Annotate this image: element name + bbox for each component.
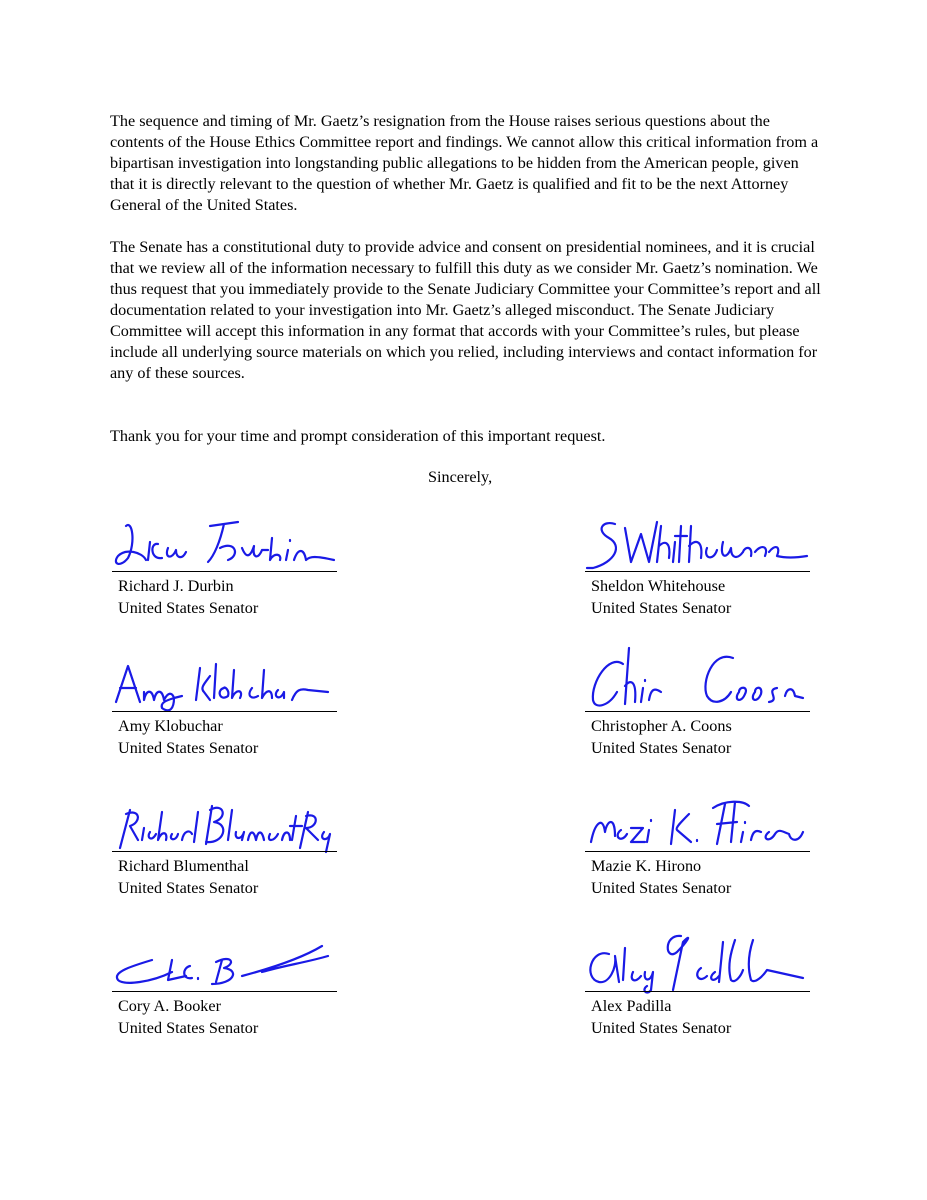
signature-block-klobuchar — [112, 652, 337, 772]
signature-coons — [585, 652, 810, 712]
signature-hirono — [585, 792, 810, 852]
signature-whitehouse — [585, 512, 810, 572]
signature-klobuchar — [112, 652, 337, 712]
signature-block-padilla — [585, 932, 810, 1052]
signature-blumenthal — [112, 792, 337, 852]
signatory-name: Amy Klobuchar — [118, 717, 223, 735]
signature-line — [112, 851, 337, 852]
signatory-name: Richard J. Durbin — [118, 577, 234, 595]
signature-booker — [112, 932, 337, 992]
signature-block-blumenthal — [112, 792, 337, 912]
body-paragraph-3: Thank you for your time and prompt consideration of this important request. — [110, 427, 606, 445]
signatory-title: United States Senator — [118, 879, 259, 897]
signatory-title: United States Senator — [118, 739, 259, 757]
signature-block-durbin — [112, 512, 337, 632]
signature-block-booker — [112, 932, 337, 1052]
signatory-title: United States Senator — [591, 1019, 732, 1037]
signature-line — [112, 571, 337, 572]
signatory-title: United States Senator — [591, 879, 732, 897]
signatory-name: Christopher A. Coons — [591, 717, 732, 735]
signatory-name: Cory A. Booker — [118, 997, 221, 1015]
body-paragraph-1: The sequence and timing of Mr. Gaetz’s resignation from the House raises serious questions about the contents of the House Ethics Committee report and findings. We cannot allow this critical information from a bipartisan investigation into longstanding public allegations to be hidden from the American people, given that it is directly relevant to the question of whether Mr. Gaetz is qualified and fit to be the next Attorney General of the United States. — [110, 112, 819, 214]
signature-line — [585, 851, 810, 852]
signatory-name: Sheldon Whitehouse — [591, 577, 726, 595]
signature-durbin — [112, 512, 337, 572]
signature-block-hirono — [585, 792, 810, 912]
signatory-title: United States Senator — [591, 599, 732, 617]
signature-block-coons — [585, 652, 810, 772]
signatory-name: Alex Padilla — [591, 997, 672, 1015]
signatory-title: United States Senator — [118, 1019, 259, 1037]
closing-salutation: Sincerely, — [428, 468, 493, 486]
body-paragraph-2: The Senate has a constitutional duty to provide advice and consent on presidential nominees, and it is crucial that we review all of the information necessary to fulfill this duty as we consider Mr. Gaetz’s nomination. We thus request that you immediately provide to the Senate Judiciary Committee your Committee’s report and all documentation related to your investigation into Mr. Gaetz’s alleged misconduct. The Senate Judiciary Committee will accept this information in any format that accords with your Committee’s rules, but please include all underlying source materials on which you relied, including interviews and contact information for any of these sources. — [110, 238, 821, 382]
signatory-title: United States Senator — [118, 599, 259, 617]
signature-line — [112, 711, 337, 712]
signature-padilla — [585, 932, 810, 992]
signatory-title: United States Senator — [591, 739, 732, 757]
signature-line — [585, 991, 810, 992]
signatory-name: Mazie K. Hirono — [591, 857, 702, 875]
signatory-name: Richard Blumenthal — [118, 857, 249, 875]
signature-line — [585, 711, 810, 712]
signature-line — [585, 571, 810, 572]
signature-block-whitehouse — [585, 512, 810, 632]
signature-line — [112, 991, 337, 992]
